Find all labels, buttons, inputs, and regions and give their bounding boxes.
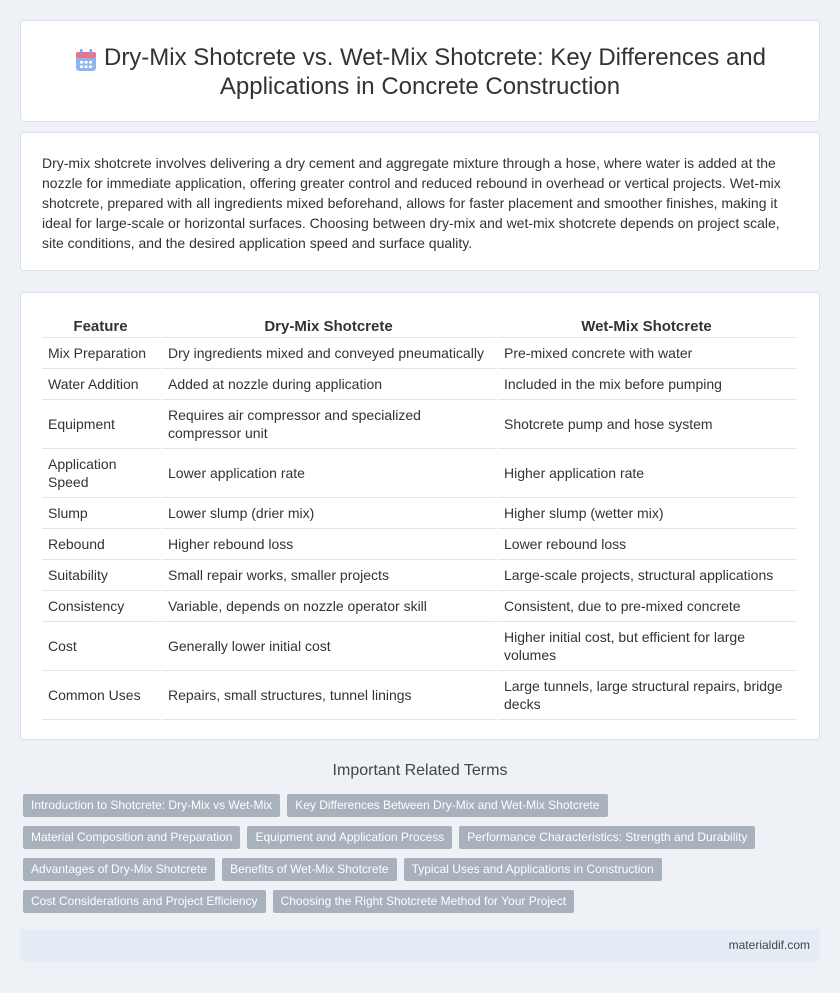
page-title <box>21 43 819 101</box>
tag-row <box>23 826 803 849</box>
wet-mix-cell: Shotcrete pump and hose system <box>498 400 798 449</box>
comparison-card <box>20 292 820 740</box>
feature-cell: Slump <box>42 498 162 529</box>
related-term-tag[interactable]: Key Differences Between Dry-Mix and Wet-Mix Shotcrete <box>287 794 607 817</box>
related-term-tag[interactable]: Cost Considerations and Project Efficiency <box>23 890 266 913</box>
tag-row <box>23 858 803 881</box>
wet-mix-cell: Large tunnels, large structural repairs, bridge decks <box>498 671 798 720</box>
table-row <box>42 449 798 498</box>
intro-card <box>20 132 820 271</box>
tag-row <box>23 890 803 913</box>
table-row <box>42 369 798 400</box>
wet-mix-cell: Lower rebound loss <box>498 529 798 560</box>
dry-mix-cell: Dry ingredients mixed and conveyed pneumatically <box>162 338 498 369</box>
related-term-tag[interactable]: Advantages of Dry-Mix Shotcrete <box>23 858 215 881</box>
wet-mix-cell: Higher application rate <box>498 449 798 498</box>
dry-mix-cell: Requires air compressor and specialized compressor unit <box>162 400 498 449</box>
related-term-tag[interactable]: Material Composition and Preparation <box>23 826 240 849</box>
dry-mix-cell: Lower slump (drier mix) <box>162 498 498 529</box>
feature-cell: Equipment <box>42 400 162 449</box>
header-wet-mix: Wet-Mix Shotcrete <box>498 313 798 338</box>
table-row <box>42 400 798 449</box>
comparison-table <box>42 313 798 720</box>
table-row <box>42 338 798 369</box>
feature-cell: Suitability <box>42 560 162 591</box>
title-line-1: Dry-Mix Shotcrete vs. Wet-Mix Shotcrete: Key Differences and <box>103 44 766 71</box>
dry-mix-cell: Added at nozzle during application <box>162 369 498 400</box>
wet-mix-cell: Higher initial cost, but efficient for large volumes <box>498 622 798 671</box>
related-term-tag[interactable]: Typical Uses and Applications in Construction <box>404 858 662 881</box>
dry-mix-cell: Repairs, small structures, tunnel linings <box>162 671 498 720</box>
wet-mix-cell: Consistent, due to pre-mixed concrete <box>498 591 798 622</box>
table-row <box>42 591 798 622</box>
related-term-tag[interactable]: Benefits of Wet-Mix Shotcrete <box>222 858 397 881</box>
table-row <box>42 671 798 720</box>
related-term-tag[interactable]: Equipment and Application Process <box>247 826 452 849</box>
dry-mix-cell: Small repair works, smaller projects <box>162 560 498 591</box>
related-term-tag[interactable]: Performance Characteristics: Strength and Durability <box>459 826 755 849</box>
wet-mix-cell: Included in the mix before pumping <box>498 369 798 400</box>
table-row <box>42 498 798 529</box>
feature-cell: Water Addition <box>42 369 162 400</box>
dry-mix-cell: Generally lower initial cost <box>162 622 498 671</box>
related-terms-title: Important Related Terms <box>332 762 508 779</box>
wet-mix-cell: Higher slump (wetter mix) <box>498 498 798 529</box>
wet-mix-cell: Pre-mixed concrete with water <box>498 338 798 369</box>
site-link[interactable]: materialdif.com <box>728 938 810 952</box>
dry-mix-cell: Higher rebound loss <box>162 529 498 560</box>
feature-cell: Application Speed <box>42 449 162 498</box>
intro-paragraph: Dry-mix shotcrete involves delivering a dry cement and aggregate mixture through a hose, where water is added at the nozzle for immediate application, offering greater control and reduced rebound in overhead or vertical projects. Wet-mix shotcrete, prepared with all ingredients mixed beforehand, allows for faster placement and smoother finishes, making it ideal for large-scale or horizontal surfaces. Choosing between dry-mix and wet-mix shotcrete depends on project scale, site conditions, and the desired application speed and surface quality. <box>42 155 781 251</box>
table-header-row <box>42 313 798 338</box>
feature-cell: Rebound <box>42 529 162 560</box>
title-line-2: Applications in Concrete Construction <box>219 73 621 100</box>
footer <box>20 929 820 962</box>
tag-row <box>23 794 803 817</box>
feature-cell: Common Uses <box>42 671 162 720</box>
related-terms-list <box>23 794 803 922</box>
header-feature: Feature <box>42 313 162 338</box>
header-dry-mix: Dry-Mix Shotcrete <box>162 313 498 338</box>
related-term-tag[interactable]: Choosing the Right Shotcrete Method for Your Project <box>273 890 575 913</box>
title-card <box>20 20 820 122</box>
table-row <box>42 560 798 591</box>
feature-cell: Consistency <box>42 591 162 622</box>
feature-cell: Mix Preparation <box>42 338 162 369</box>
wet-mix-cell: Large-scale projects, structural applications <box>498 560 798 591</box>
dry-mix-cell: Variable, depends on nozzle operator skill <box>162 591 498 622</box>
related-term-tag[interactable]: Introduction to Shotcrete: Dry-Mix vs Wet-Mix <box>23 794 280 817</box>
table-row <box>42 622 798 671</box>
table-row <box>42 529 798 560</box>
feature-cell: Cost <box>42 622 162 671</box>
dry-mix-cell: Lower application rate <box>162 449 498 498</box>
